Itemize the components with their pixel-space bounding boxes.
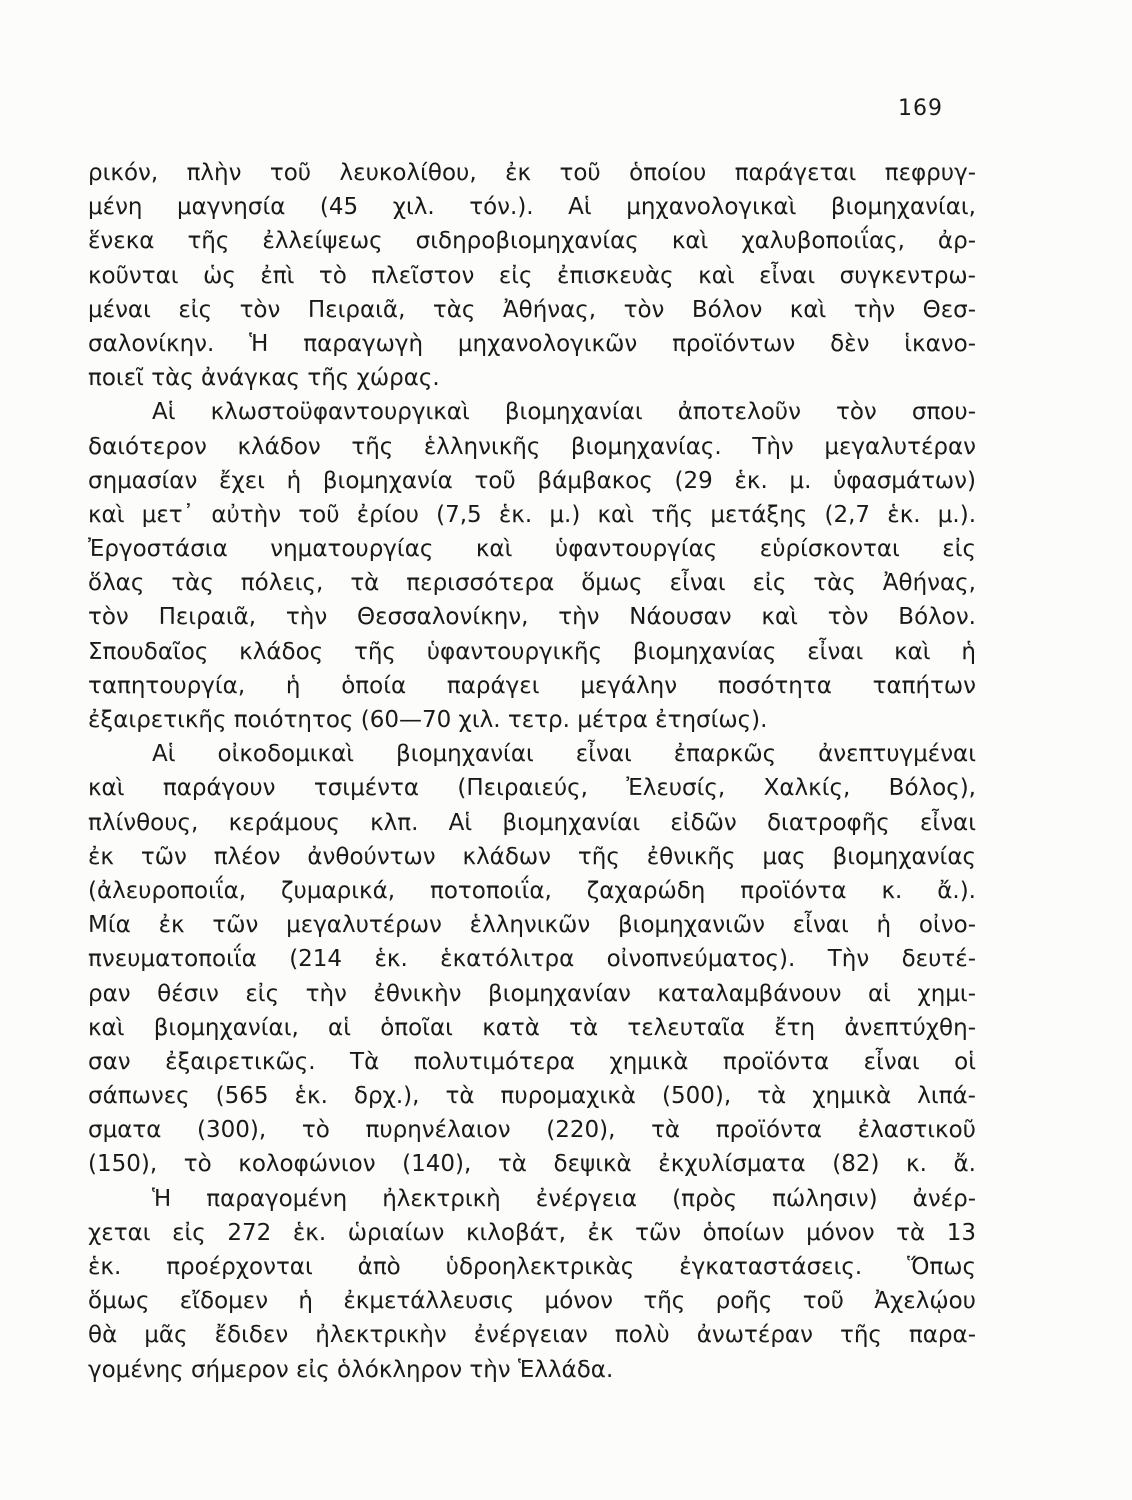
- text-line: ρικόν, πλὴν τοῦ λευκολίθου, ἐκ τοῦ ὁποίου παράγεται πεφρυγ-: [88, 160, 976, 186]
- text-line: Ἡ παραγομένη ἠλεκτρικὴ ἐνέργεια (πρὸς πώλησιν) ἀνέρ-: [152, 1185, 976, 1212]
- text-line: μένη μαγνησία (45 χιλ. τόν.). Αἱ μηχανολογικαὶ βιομηχανίαι,: [88, 194, 976, 221]
- text-line: τὸν Πειραιᾶ, τὴν Θεσσαλονίκην, τὴν Νάουσαν καὶ τὸν Βόλον.: [88, 604, 976, 631]
- text-line: (ἀλευροποιΐα, ζυμαρικά, ποτοποιΐα, ζαχαρώδη προϊόντα κ. ἄ.).: [88, 877, 976, 904]
- text-line: ἕνεκα τῆς ἐλλείψεως σιδηροβιομηχανίας καὶ χαλυβοποιΐας, ἀρ-: [88, 228, 976, 255]
- text-line: ταπητουργία, ἡ ὁποία παράγει μεγάλην ποσότητα ταπήτων: [88, 672, 976, 699]
- text-line: πνευματοποιΐα (214 ἑκ. ἑκατόλιτρα οἰνοπνεύματος). Τὴν δευτέ-: [88, 946, 976, 973]
- text-line: σαν ἐξαιρετικῶς. Τὰ πολυτιμότερα χημικὰ προϊόντα εἶναι οἱ: [88, 1048, 976, 1075]
- body-text: [88, 156, 976, 1387]
- text-line: χεται εἰς 272 ἑκ. ὡριαίων κιλοβάτ, ἐκ τῶν ὁποίων μόνον τὰ 13: [88, 1219, 976, 1246]
- text-line: καὶ παράγουν τσιμέντα (Πειραιεύς, Ἐλευσίς, Χαλκίς, Βόλος),: [88, 775, 976, 802]
- text-line: ραν θέσιν εἰς τὴν ἐθνικὴν βιομηχανίαν καταλαμβάνουν αἱ χημι-: [88, 980, 976, 1007]
- text-line: Μία ἐκ τῶν μεγαλυτέρων ἑλληνικῶν βιομηχανιῶν εἶναι ἡ οἰνο-: [88, 912, 976, 939]
- text-line: ποιεῖ τὰς ἀνάγκας τῆς χώρας.: [88, 365, 440, 392]
- text-line: ἑκ. προέρχονται ἀπὸ ὑδροηλεκτρικὰς ἐγκαταστάσεις. Ὅπως: [88, 1254, 976, 1280]
- text-line: ὅμως εἴδομεν ἡ ἐκμετάλλευσις μόνον τῆς ροῆς τοῦ Ἀχελῴου: [88, 1288, 976, 1315]
- text-line: καὶ μετ᾿ αὐτὴν τοῦ ἐρίου (7,5 ἑκ. μ.) καὶ τῆς μετάξης (2,7 ἑκ. μ.).: [88, 501, 976, 528]
- text-line: ἐκ τῶν πλέον ἀνθούντων κλάδων τῆς ἐθνικῆς μας βιομηχανίας: [88, 843, 976, 870]
- text-line: σαλονίκην. Ἡ παραγωγὴ μηχανολογικῶν προϊόντων δὲν ἱκανο-: [88, 330, 976, 357]
- text-line: ὅλας τὰς πόλεις, τὰ περισσότερα ὅμως εἶναι εἰς τὰς Ἀθήνας,: [88, 570, 976, 597]
- text-line: Αἱ κλωστοϋφαντουργικαὶ βιομηχανίαι ἀποτελοῦν τὸν σπου-: [152, 399, 976, 426]
- text-line: (150), τὸ κολοφώνιον (140), τὰ δεψικὰ ἐκχυλίσματα (82) κ. ἄ.: [88, 1151, 976, 1178]
- text-line: μέναι εἰς τὸν Πειραιᾶ, τὰς Ἀθήνας, τὸν Βόλον καὶ τὴν Θεσ-: [88, 296, 976, 323]
- text-line: πλίνθους, κεράμους κλπ. Αἱ βιομηχανίαι εἰδῶν διατροφῆς εἶναι: [88, 809, 976, 836]
- text-line: Σπουδαῖος κλάδος τῆς ὑφαντουργικῆς βιομηχανίας εἶναι καὶ ἡ: [88, 638, 976, 665]
- text-line: σματα (300), τὸ πυρηνέλαιον (220), τὰ προϊόντα ἐλαστικοῦ: [88, 1117, 976, 1144]
- text-line: κοῦνται ὡς ἐπὶ τὸ πλεῖστον εἰς ἐπισκευὰς καὶ εἶναι συγκεντρω-: [88, 262, 976, 289]
- text-line: δαιότερον κλάδον τῆς ἑλληνικῆς βιομηχανίας. Τὴν μεγαλυτέραν: [88, 433, 976, 460]
- text-line: Αἱ οἰκοδομικαὶ βιομηχανίαι εἶναι ἐπαρκῶς ἀνεπτυγμέναι: [152, 741, 976, 768]
- page-number: 169: [898, 96, 943, 121]
- text-line: σάπωνες (565 ἑκ. δρχ.), τὰ πυρομαχικὰ (500), τὰ χημικὰ λιπά-: [88, 1083, 976, 1110]
- text-line: Ἐργοστάσια νηματουργίας καὶ ὑφαντουργίας εὑρίσκονται εἰς: [88, 536, 976, 563]
- text-line: καὶ βιομηχανίαι, αἱ ὁποῖαι κατὰ τὰ τελευταῖα ἔτη ἀνεπτύχθη-: [88, 1014, 976, 1041]
- text-line: γομένης σήμερον εἰς ὁλόκληρον τὴν Ἑλλάδα.: [88, 1356, 614, 1383]
- text-line: θὰ μᾶς ἔδιδεν ἠλεκτρικὴν ἐνέργειαν πολὺ ἀνωτέραν τῆς παρα-: [88, 1322, 976, 1349]
- text-line: σημασίαν ἔχει ἡ βιομηχανία τοῦ βάμβακος (29 ἑκ. μ. ὑφασμάτων): [88, 467, 976, 494]
- text-line: ἐξαιρετικῆς ποιότητος (60—70 χιλ. τετρ. μέτρα ἐτησίως).: [88, 707, 768, 733]
